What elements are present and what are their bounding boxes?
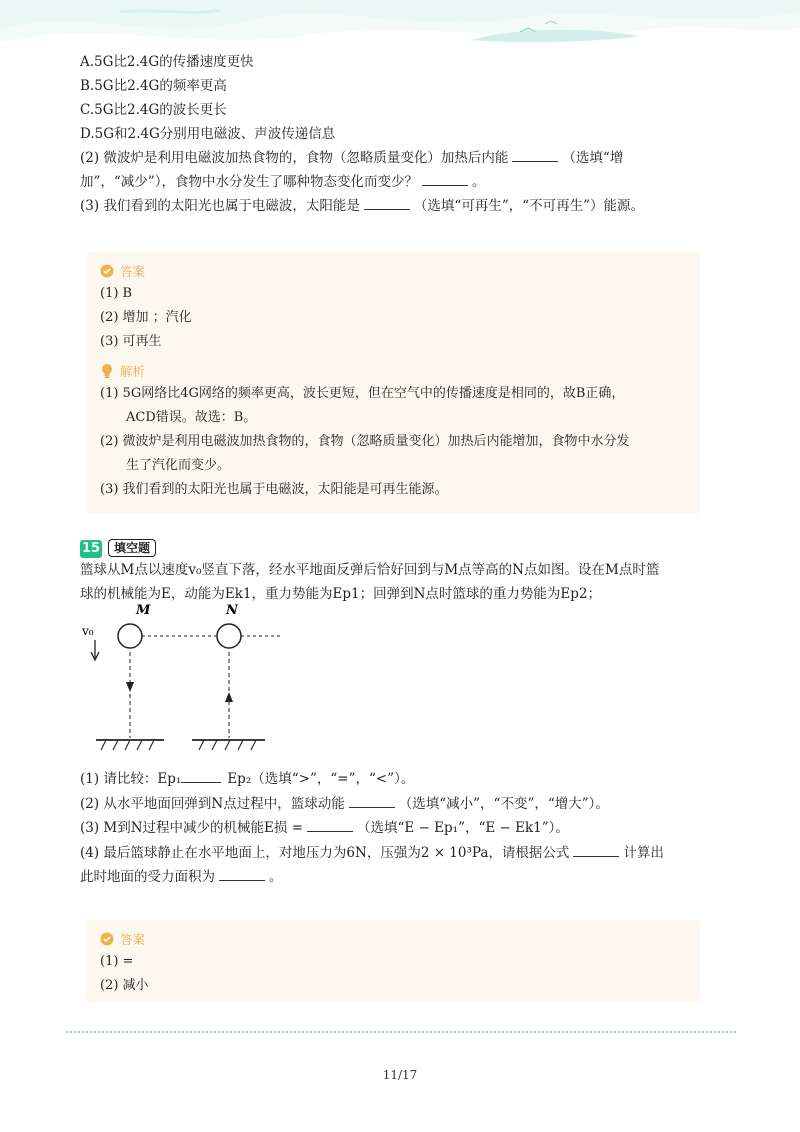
stem-line1: 篮球从M点以速度v₀竖直下落，经水平地面反弹后恰好回到与M点等高的N点如图。设在M点时篮 [80,562,660,578]
analysis-1-line1: (1) 5G网络比4G网络的频率更高，波长更短，但在空气中的传播速度是相同的，故B正确， [100,386,625,401]
ball-m [118,624,142,648]
question-14-continued [80,50,720,218]
answer-blank [573,842,619,857]
answer-item: (1) B [100,286,133,301]
sub-question-1 [80,767,720,792]
answer-blank [364,195,410,210]
label-v0: v₀ [82,624,94,638]
analysis-title: 解析 [120,364,146,379]
text: 此时地面的受力面积为 [80,869,215,885]
sub-question-2 [80,792,720,817]
sub-question-4-line1 [80,841,720,866]
text: (1) 请比较：Ep₁ [80,771,182,787]
analysis-3: (3) 我们看到的太阳光也属于电磁波，太阳能是可再生能源。 [100,482,448,497]
text: 计算出 [623,844,664,861]
option-d: D.5G和2.4G分别用电磁波、声波传递信息 [80,126,336,142]
sub-question-3 [80,194,720,218]
text: (4) 最后篮球静止在水平地面上，对地压力为6N，压强为2 × 10³Pa，请根据公式 [80,844,570,861]
text: (2) 从水平地面回弹到N点过程中，篮球动能 [80,795,345,812]
option-a: A.5G比2.4G的传播速度更快 [80,54,254,70]
down-arrow [126,682,134,692]
text: （选填“增 [562,150,624,166]
answer-panel-15 [86,920,700,1002]
answer-title: 答案 [120,264,146,279]
question-number: 15 [81,541,101,556]
analysis-2-line1: (2) 微波炉是利用电磁波加热食物的，食物（忽略质量变化）加热后内能增加，食物中水分发 [100,434,630,449]
answer-title: 答案 [120,932,146,947]
answer-blank [422,171,468,186]
ball-n [217,624,241,648]
ball-bounce-figure [80,600,290,760]
footer-divider [66,1031,736,1033]
answer-heading [100,928,686,950]
check-badge-icon [100,264,114,278]
check-badge-icon [100,932,114,946]
sub-question-4-line2 [80,865,720,890]
answer-item: (2) 减小 [100,978,149,993]
text: 加”，“减少”），食物中水分发生了哪种物态变化而变少？ [80,174,418,190]
question-header [80,536,720,558]
text: Ep₂（选填“>”，“=”，“<”）。 [227,771,415,787]
question-type-badge: 填空题 [108,539,156,557]
answer-blank [181,768,221,783]
text: （选填“可再生”，“不可再生”）能源。 [413,198,645,214]
option-b: B.5G比2.4G的频率更高 [80,78,227,94]
label-m: M [136,603,151,618]
answer-item: (1) = [100,954,134,969]
analysis-1-line2: ACD错误。故选：B。 [126,410,257,425]
sub-question-3 [80,816,720,841]
answer-blank [512,147,558,162]
lightbulb-icon [100,363,114,379]
page-number: 11/17 [382,1068,418,1082]
answer-panel-14 [86,252,700,514]
option-c: C.5G比2.4G的波长更长 [80,102,227,118]
text: 。 [269,869,283,885]
analysis-2-line2: 生了汽化而变少。 [126,458,231,473]
label-n: N [226,603,238,618]
question-15-subquestions [80,767,720,890]
sub-question-2-line1 [80,146,720,170]
up-arrow [225,692,233,702]
answer-blank [307,817,353,832]
text: (2) 微波炉是利用电磁波加热食物的，食物（忽略质量变化）加热后内能 [80,150,509,166]
text: （选填“E − Ep₁”，“E − Ek1”）。 [357,820,569,836]
text: (3) M到N过程中减少的机械能E损 = [80,820,304,836]
text: （选填“减小”，“不变”，“增大”）。 [398,795,609,812]
answer-blank [349,793,395,808]
text: (3) 我们看到的太阳光也属于电磁波，太阳能是 [80,198,360,214]
sub-question-2-line2 [80,170,720,194]
text: 。 [471,174,486,190]
question-15 [80,536,720,606]
ground-hatching [101,740,256,750]
analysis-heading [100,360,686,382]
answer-heading [100,260,686,282]
answer-item: (3) 可再生 [100,334,162,349]
answer-item: (2) 增加 ；汽化 [100,310,192,325]
answer-blank [219,866,265,881]
stem-line2: 球的机械能为E，动能为Ek1，重力势能为Ep1；回弹到N点时篮球的重力势能为Ep2； [80,586,601,602]
